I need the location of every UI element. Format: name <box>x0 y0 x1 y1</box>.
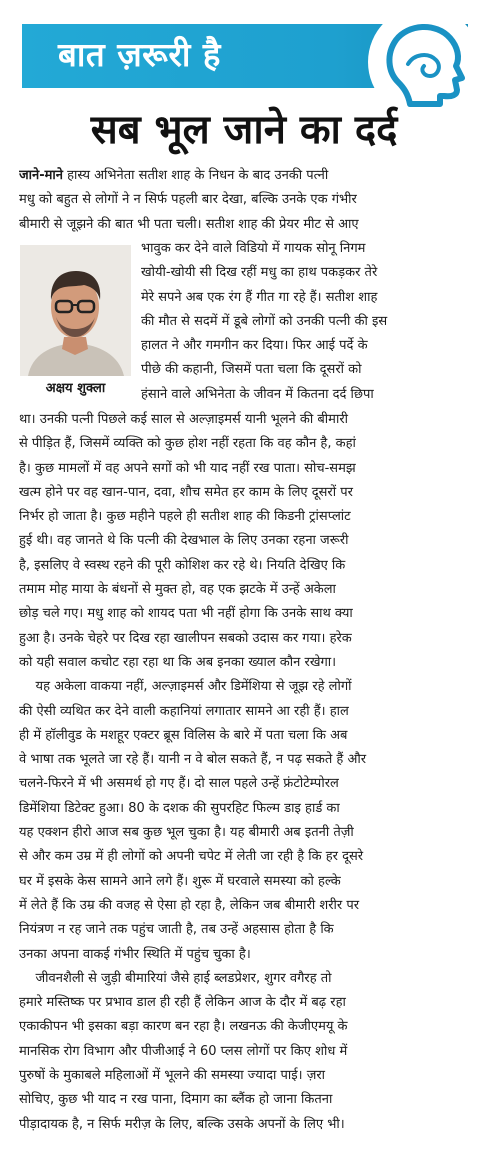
author-photo <box>20 245 131 376</box>
text-line: खोयी-खोयी सी दिख रहीं मधु का हाथ पकड़कर तेरे <box>141 265 378 281</box>
text-line: हुआ है। उनके चेहरे पर दिख रहा खालीपन सबको उदास कर गया। हरेक <box>19 630 352 646</box>
text-line: था। उनकी पत्नी पिछले कई साल से अल्ज़ाइमर्स यानी भूलने की बीमारी <box>19 412 348 427</box>
text-line: नियंत्रण न रह जाने तक पहुंच जाती है, तब उन्हें अहसास होता है कि <box>19 922 334 938</box>
text-line: हालत ने और गमगीन कर दिया। फिर आई पर्दे के <box>141 338 368 354</box>
intro-first-line <box>19 164 473 188</box>
intro-first-line-text: हास्य अभिनेता सतीश शाह के निधन के बाद उनकी पत्नी <box>62 168 329 183</box>
text-line: मेरे सपने अब एक रंग हैं गीत गा रहे हैं। सतीश शाह <box>141 289 378 305</box>
text-line: में लेते हैं कि उम्र की वजह से ऐसा हो रहा है, लेकिन जब बीमारी शरीर पर <box>19 897 360 913</box>
author-portrait <box>20 245 131 376</box>
text-line: वे भाषा तक भूलते जा रहे हैं। यानी न वे बोल सकते हैं, न पढ़ सकते हैं और <box>19 752 367 768</box>
text-line: भावुक कर देने वाले विडियो में गायक सोनू निगम <box>141 241 366 256</box>
text-line: हंसाने वाले अभिनेता के जीवन में कितना दर्द छिपा <box>141 386 374 402</box>
text-line: मधु को बहुत से लोगों ने न सिर्फ पहली बार देखा, बल्कि उनके एक गंभीर <box>19 192 357 208</box>
text-line: की ऐसी व्यथित कर देने वाली कहानियां लगातार सामने आ रही हैं। हाल <box>19 703 349 719</box>
text-line: निर्भर हो जाता है। कुछ महीने पहले ही सतीश शाह की किडनी ट्रांसप्लांट <box>19 509 351 525</box>
text-line: तमाम मोह माया के बंधनों से मुक्त हो, वह एक झटके में उन्हें अकेला <box>19 582 336 598</box>
text-line: की मौत से सदमें में डूबे लोगों को उनकी पत्नी की इस <box>141 313 388 329</box>
intro-paragraph <box>19 164 473 237</box>
text-line: हमारे मस्तिष्क पर प्रभाव डाल ही रही हैं लेकिन आज के दौर में बढ़ रहा <box>19 995 346 1011</box>
text-line: उनका अपना वाकई गंभीर स्थिति में पहुंच चुका है। <box>19 946 251 962</box>
text-line: सोचिए, कुछ भी याद न रख पाना, दिमाग का ब्लैंक हो जाना कितना <box>19 1092 333 1108</box>
text-line: घर में इसके केस सामने आने लगे हैं। शुरू में घरवाले समस्या को हल्के <box>19 873 341 889</box>
text-line: चलने-फिरने में भी असमर्थ हो गए हैं। दो साल पहले उन्हें फ्रंटोटेम्पोरल <box>19 776 339 792</box>
text-line: छोड़ चले गए। मधु शाह को शायद पता भी नहीं होगा कि उनके साथ क्या <box>19 606 353 622</box>
text-line: से पीड़ित हैं, जिसमें व्यक्ति को कुछ होश नहीं रहता कि वह कौन है, कहां <box>19 436 356 452</box>
text-line: यह अकेला वाकया नहीं, अल्ज़ाइमर्स और डिमेंशिया से जूझ रहे लोगों <box>19 679 352 695</box>
text-line: पीछे की कहानी, जिसमें पता चला कि दूसरों को <box>141 362 362 378</box>
column-name: बात ज़रूरी है <box>58 35 221 74</box>
text-line: हुई थी। वह जानते थे कि पत्नी की देखभाल के लिए उनका रहना जरूरी <box>19 533 349 549</box>
text-line: है। कुछ मामलों में वह अपने सगों को भी याद नहीं रख पाता। सोच-समझ <box>19 460 356 476</box>
text-line: डिमेंशिया डिटेक्ट हुआ। 80 के दशक की सुपरहिट फिल्म डाइ हार्ड का <box>19 800 340 816</box>
text-line: से और कम उम्र में ही लोगों को अपनी चपेट में लेती जा रही है कि हर दूसरे <box>19 849 364 865</box>
text-line: को यही सवाल कचोट रहा रहा था कि अब इनका ख्याल कौन रखेगा। <box>19 654 337 670</box>
text-line: यह एक्शन हीरो आज सब कुछ भूल चुका है। यह बीमारी अब इतनी तेज़ी <box>19 825 354 841</box>
text-line: एकाकीपन भी इसका बड़ा कारण बन रहा है। लखनऊ की केजीएमयू के <box>19 1019 348 1035</box>
text-line: बीमारी से जूझने की बात भी पता चली। सतीश शाह की प्रेयर मीट से आए <box>19 216 359 232</box>
text-line: ही में हॉलीवुड के मशहूर एक्टर ब्रूस विलिस के बारे में पता चला कि अब <box>19 727 348 743</box>
lead-word: जाने-माने <box>19 168 63 183</box>
text-line: है, इसलिए वे स्वस्थ रहने की पूरी कोशिश कर रहे थे। नियति देखिए कि <box>19 557 346 573</box>
text-line: पुरुषों के मुकाबले महिलाओं में भूलने की समस्या ज्यादा पाई। ज़रा <box>19 1068 326 1084</box>
text-line: पीड़ादायक है, न सिर्फ मरीज़ के लिए, बल्कि उसके अपनों के लिए भी। <box>19 1116 345 1132</box>
article-body <box>19 408 473 1137</box>
side-paragraph <box>141 237 473 407</box>
text-line: जीवनशैली से जुड़ी बीमारियां जैसे हाई ब्लडप्रेशर, शुगर वगैरह तो <box>19 970 332 986</box>
headline: सब भूल जाने का दर्द <box>90 107 398 153</box>
text-line: मानसिक रोग विभाग और पीजीआई ने 60 प्लस लोगों पर किए शोध में <box>19 1043 348 1059</box>
author-byline: अक्षय शुक्ला <box>45 381 106 396</box>
text-line: खत्म होने पर वह खान-पान, दवा, शौच समेत हर काम के लिए दूसरों पर <box>19 484 353 500</box>
